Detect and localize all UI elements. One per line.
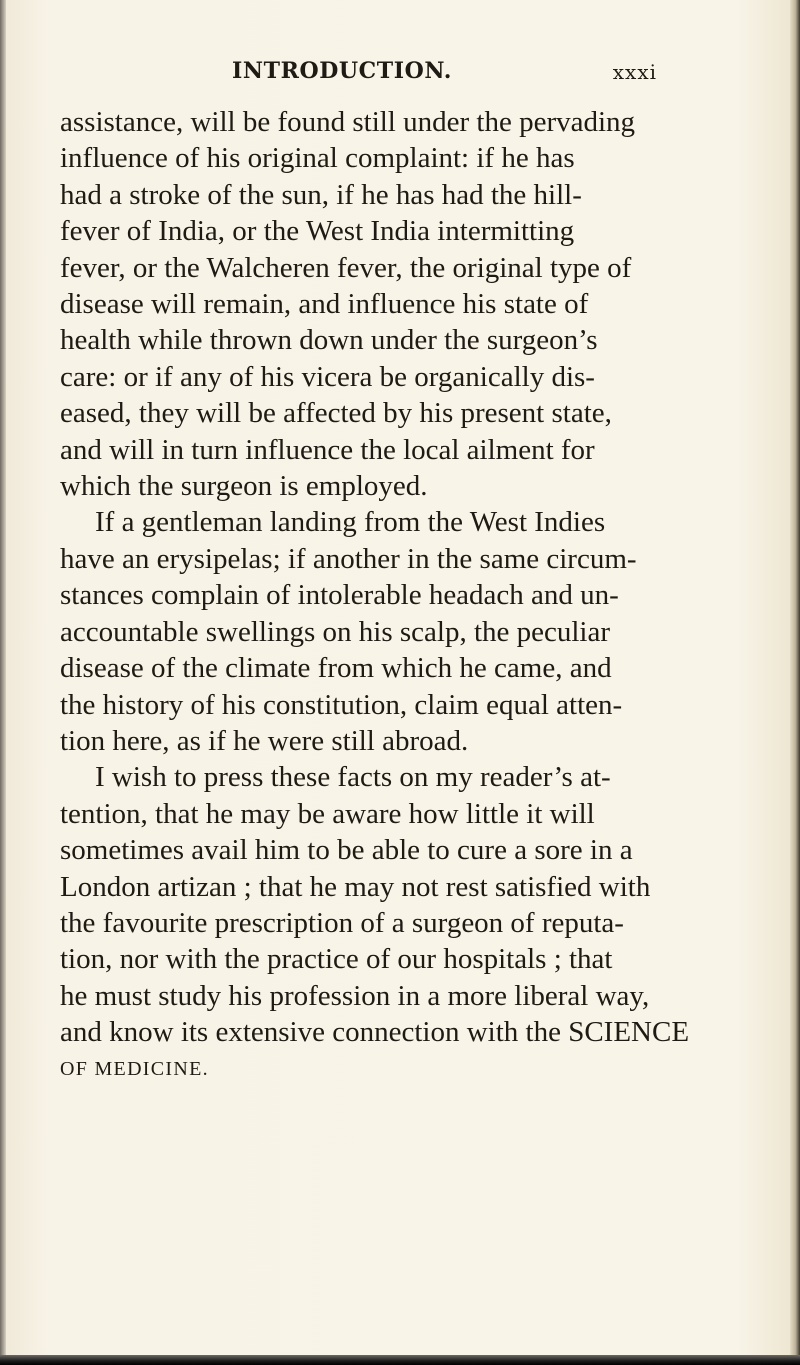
text-line: which the surgeon is employed. bbox=[60, 470, 428, 503]
left-binding-edge bbox=[0, 0, 6, 1365]
running-head: INTRODUCTION. bbox=[232, 58, 452, 84]
text-line: tention, that he may be aware how little it will bbox=[60, 797, 595, 830]
text-line: and will in turn influence the local ailment for bbox=[60, 433, 595, 466]
text-line: the favourite prescription of a surgeon of reputa- bbox=[60, 906, 624, 939]
text-line: had a stroke of the sun, if he has had the hill- bbox=[60, 178, 582, 211]
text-line: the history of his constitution, claim equal atten- bbox=[60, 688, 623, 721]
bottom-scan-edge bbox=[0, 1355, 800, 1365]
text-line: influence of his original complaint: if he has bbox=[60, 142, 575, 175]
text-line: eased, they will be affected by his present state, bbox=[60, 397, 612, 430]
paragraph-start-line: If a gentleman landing from the West Indies bbox=[95, 506, 606, 539]
text-line: fever of India, or the West India intermitting bbox=[60, 215, 575, 248]
body-text bbox=[60, 104, 740, 1087]
page-header bbox=[112, 58, 657, 94]
text-line: health while thrown down under the surgeon’s bbox=[60, 324, 598, 357]
text-line: tion, nor with the practice of our hospitals ; that bbox=[60, 943, 613, 976]
right-page-edge bbox=[790, 0, 800, 1365]
text-line: care: or if any of his vicera be organically dis- bbox=[60, 360, 595, 393]
text-line: London artizan ; that he may not rest satisfied with bbox=[60, 870, 651, 903]
closing-line: OF MEDICINE. bbox=[60, 1057, 209, 1080]
page-number: xxxi bbox=[612, 60, 657, 84]
text-line: tion here, as if he were still abroad. bbox=[60, 724, 469, 757]
text-line: he must study his profession in a more liberal way, bbox=[60, 979, 650, 1012]
text-line: disease of the climate from which he came, and bbox=[60, 652, 612, 685]
text-line: assistance, will be found still under the pervading bbox=[60, 106, 636, 138]
text-line: fever, or the Walcheren fever, the original type of bbox=[60, 251, 632, 284]
text-line: disease will remain, and influence his state of bbox=[60, 288, 589, 321]
text-line: have an erysipelas; if another in the same circum- bbox=[60, 542, 637, 575]
text-line: accountable swellings on his scalp, the peculiar bbox=[60, 615, 611, 648]
text-line: stances complain of intolerable headach and un- bbox=[60, 579, 619, 612]
paragraph-start-line: I wish to press these facts on my reader’s at- bbox=[95, 761, 611, 794]
text-line: and know its extensive connection with the SCIENCE bbox=[60, 1016, 690, 1049]
text-line: sometimes avail him to be able to cure a sore in a bbox=[60, 834, 633, 867]
